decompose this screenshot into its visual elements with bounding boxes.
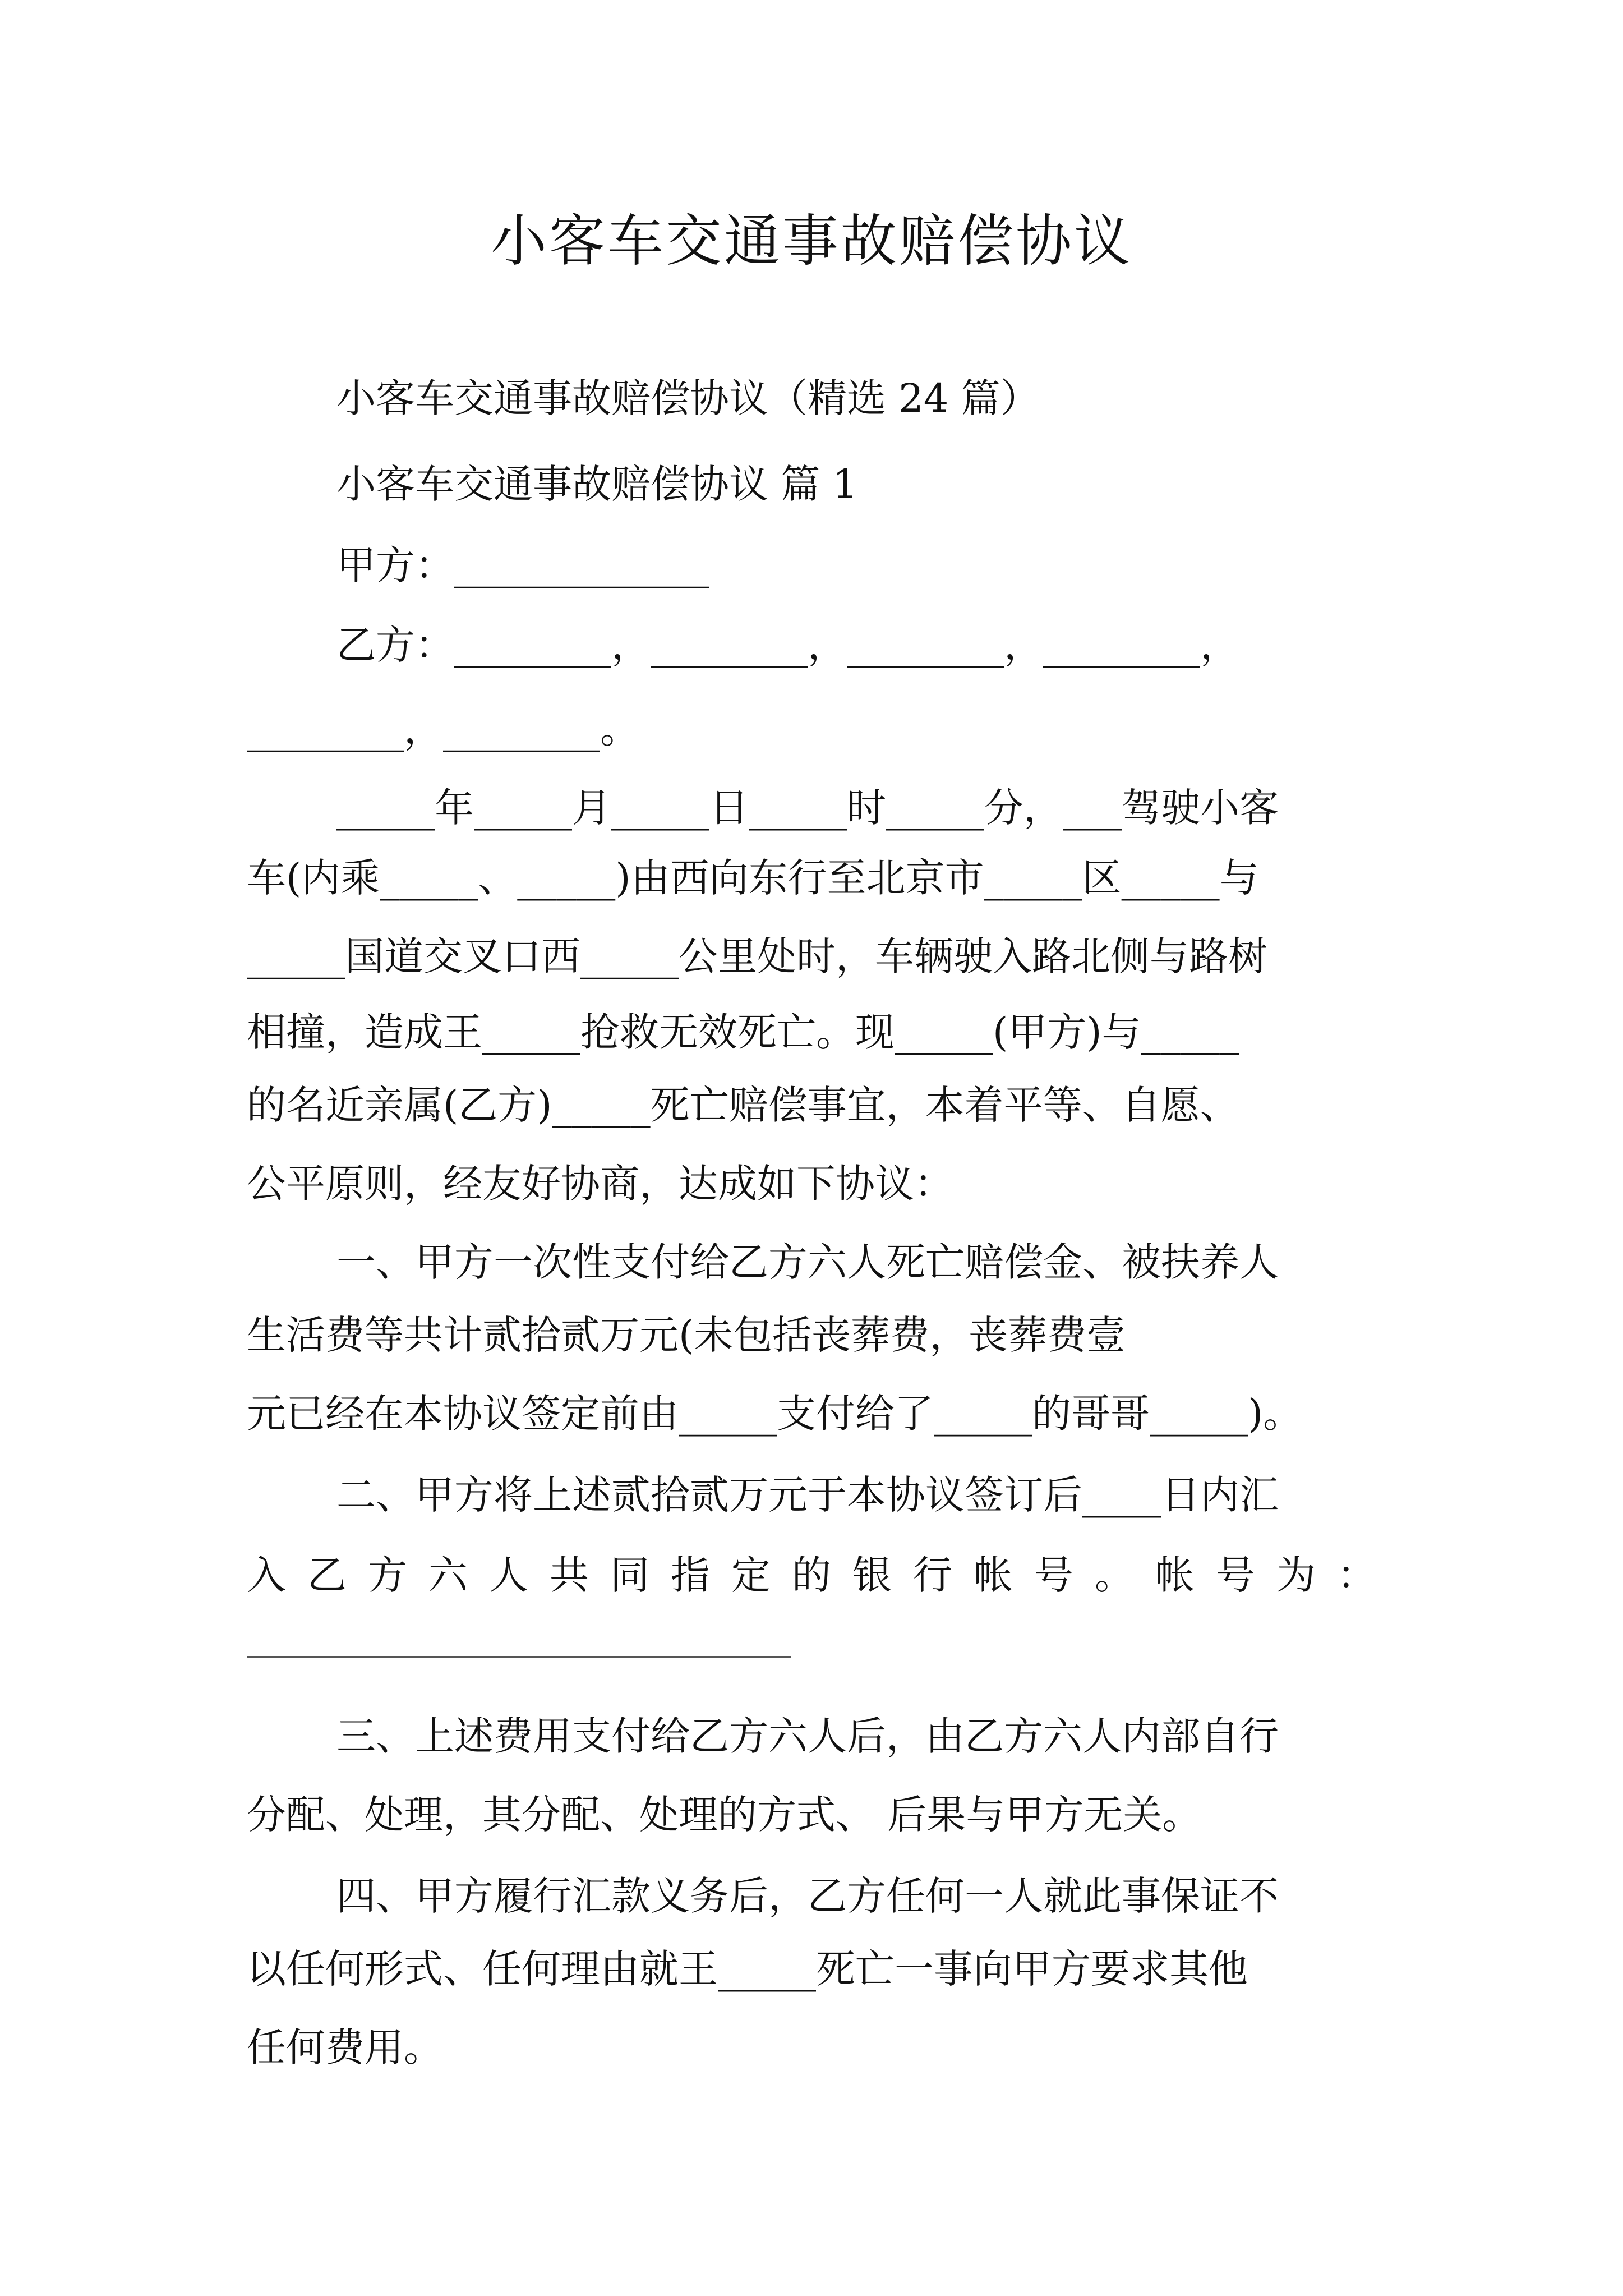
body-line: 相撞，造成王_____抢救无效死亡。现_____(甲方)与_____ [247, 1009, 1239, 1055]
section-heading: 小客车交通事故赔偿协议 篇 1 [336, 461, 858, 507]
clause-4-line: 任何费用。 [247, 2024, 443, 2070]
body-line: 公平原则，经友好协商，达成如下协议： [247, 1161, 953, 1207]
clause-3-line: 分配、处理，其分配、处理的方式、 后果与甲方无关。 [247, 1792, 1202, 1838]
party-b-line: 乙方：________，________，________，________， [336, 622, 1239, 668]
clause-2-line: 入 乙 方 六 人 共 同 指 定 的 银 行 帐 号 。 帐 号 为 ： [247, 1552, 1376, 1598]
body-line: _____国道交叉口西_____公里处时，车辆驶入路北侧与路树 [247, 933, 1267, 979]
party-a-line: 甲方：_____________ [336, 542, 709, 588]
clause-2-line: 二、甲方将上述贰拾贰万元于本协议签订后____日内汇 [336, 1472, 1279, 1518]
clause-4-line: 四、甲方履行汇款义务后，乙方任何一人就此事保证不 [336, 1873, 1279, 1919]
body-line: 车(内乘_____、_____)由西向东行至北京市_____区_____与 [247, 855, 1259, 901]
body-line: 的名近亲属(乙方)_____死亡赔偿事宜，本着平等、自愿、 [247, 1082, 1239, 1128]
clause-4-line: 以任何形式、任何理由就王_____死亡一事向甲方要求其他 [247, 1946, 1248, 1992]
clause-3-line: 三、上述费用支付给乙方六人后，由乙方六人内部自行 [336, 1713, 1279, 1759]
account-number-blank [247, 1656, 791, 1658]
clause-1-line: 一、甲方一次性支付给乙方六人死亡赔偿金、被扶养人 [336, 1239, 1279, 1285]
document-title: 小客车交通事故赔偿协议 [491, 208, 1132, 274]
body-line: _____年_____月_____日_____时_____分，___驾驶小客 [336, 785, 1279, 831]
clause-1-line: 元已经在本协议签定前由_____支付给了_____的哥哥_____)。 [247, 1391, 1303, 1437]
clause-1-line: 生活费等共计贰拾贰万元(未包括丧葬费，丧葬费壹 [247, 1312, 1126, 1358]
party-b-line-cont: ________，________。 [247, 706, 639, 752]
subtitle-line: 小客车交通事故赔偿协议（精选 24 篇） [336, 375, 1040, 421]
